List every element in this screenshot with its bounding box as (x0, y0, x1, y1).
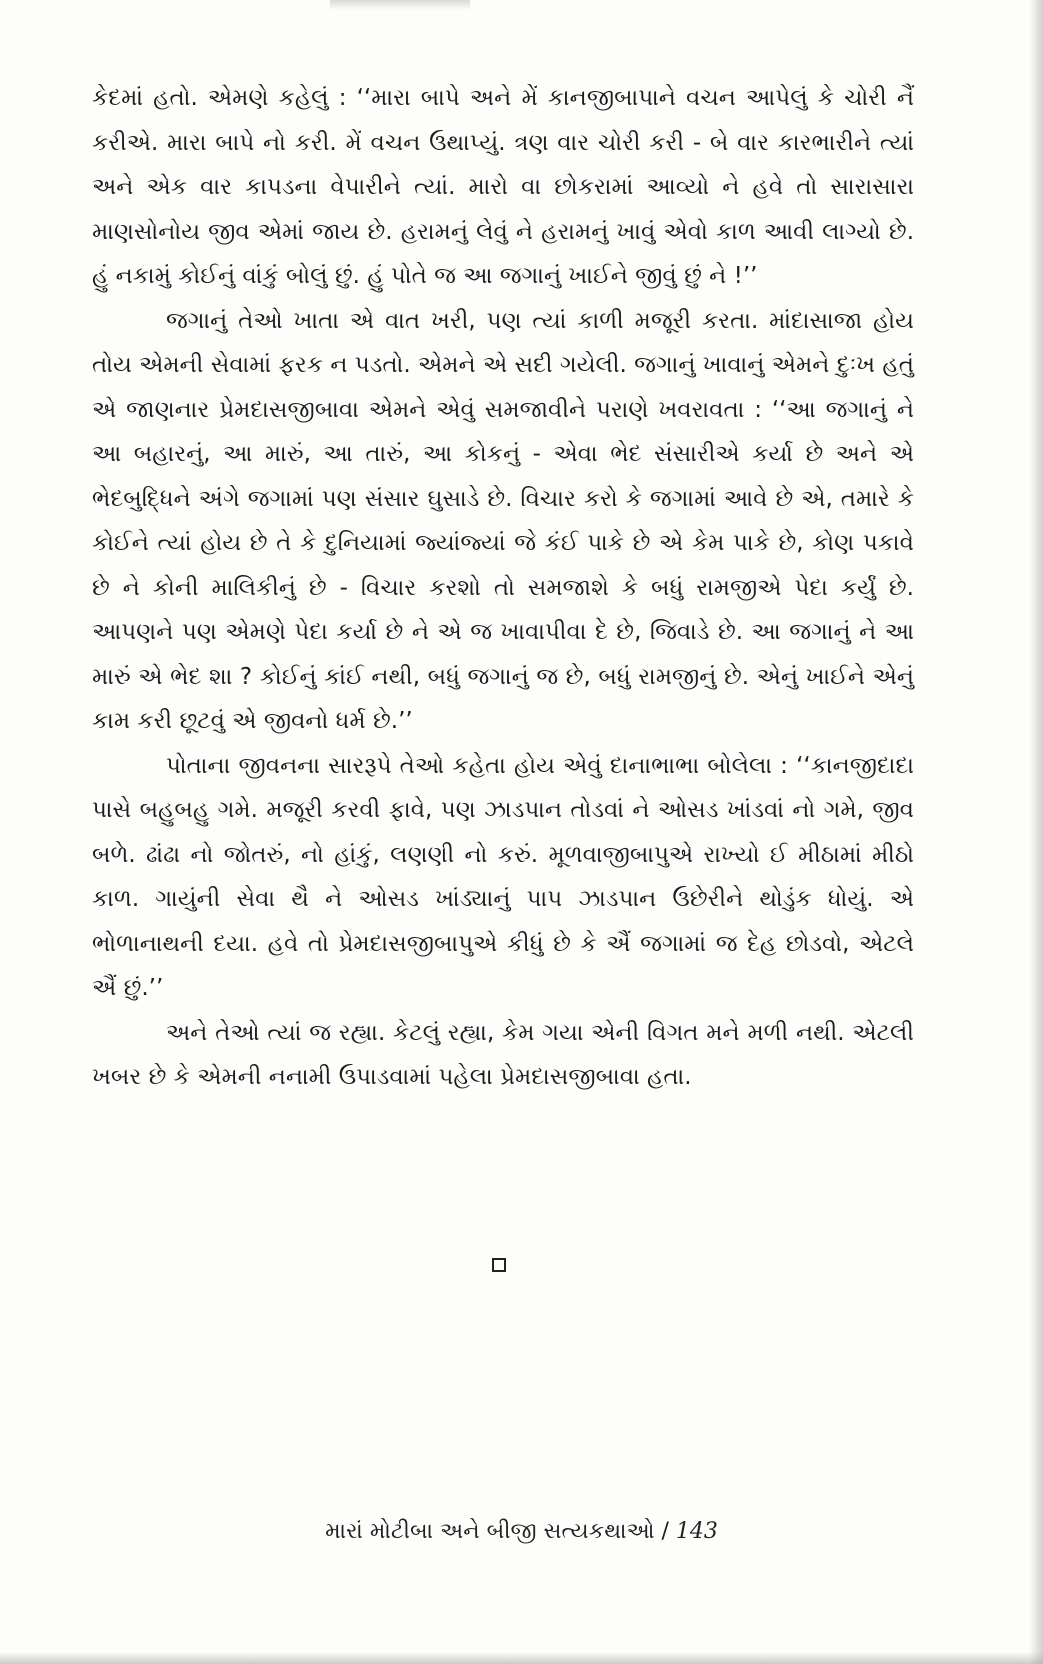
paragraph-continued: કેદમાં હતો. એમણે કહેલું : ‘‘મારા બાપે અને મેં કાનજીબાપાને વચન આપેલું કે ચોરી નૈં કરીએ. મારા બાપે નો કરી. મેં વચન ઉથાપ્યું. ત્રણ વાર ચોરી કરી - બે વાર કારભારીને ત્યાં અને એક વાર કાપડના વેપારીને ત્યાં. મારો વા છોકરામાં આવ્યો ને હવે તો સારાસારા માણસોનોય જીવ એમાં જાય છે. હરામનું લેવું ને હરામનું ખાવું એવો કાળ આવી લાગ્યો છે. હું નકામું કોઈનું વાંકું બોલું છું. હું પોતે જ આ જગાનું ખાઈને જીવું છું ને !’’ (92, 85, 914, 289)
page-number: 143 (675, 1519, 718, 1544)
scan-smudge (330, 0, 470, 10)
page-bottom-shadow (0, 1652, 1043, 1664)
paragraph: અને તેઓ ત્યાં જ રહ્યા. કેટલું રહ્યા, કેમ ગયા એની વિગત મને મળી નથી. એટલી ખબર છે કે એમની નનામી ઉપાડવામાં પહેલા પ્રેમદાસજીબાવા હતા. (92, 1019, 914, 1090)
page-footer (0, 1519, 1043, 1544)
footer-separator: / (654, 1519, 676, 1544)
paragraph: જગાનું તેઓ ખાતા એ વાત ખરી, પણ ત્યાં કાળી મજૂરી કરતા. માંદાસાજા હોય તોય એમની સેવામાં ફરક ન પડતો. એમને એ સદી ગયેલી. જગાનું ખાવાનું એમને દુઃખ હતું એ જાણનાર પ્રેમદાસજીબાવા એમને એવું સમજાવીને પરાણે ખવરાવતા : ‘‘આ જગાનું ને આ બહારનું, આ મારું, આ તારું, આ કોકનું - એવા ભેદ સંસારીએ કર્યા છે અને એ ભેદબુદ્ધિને અંગે જગામાં પણ સંસાર ઘુસાડે છે. વિચાર કરો કે જગામાં આવે છે એ, તમારે કે કોઈને ત્યાં હોય છે તે કે દુનિયામાં જ્યાંજ્યાં જે કંઈ પાકે છે એ કેમ પાકે છે, કોણ પકાવે છે ને કોની માલિકીનું છે - વિચાર કરશો તો સમજાશે કે બધું રામજીએ પેદા કર્યું છે. આપણને પણ એમણે પેદા કર્યા છે ને એ જ ખાવાપીવા દે છે, જિવાડે છે. આ જગાનું ને આ મારું એ ભેદ શા ? કોઈનું કાંઈ નથી, બધું જગાનું જ છે, બધું રામજીનું છે. એનું ખાઈને એનું કામ કરી છૂટવું એ જીવનો ધર્મ છે.’’ (92, 307, 914, 734)
paragraph: પોતાના જીવનના સારરૂપે તેઓ કહેતા હોય એવું દાનાભાભા બોલેલા : ‘‘કાનજીદાદા પાસે બહુબહુ ગમે. મજૂરી કરવી ફાવે, પણ ઝાડપાન તોડવાં ને ઓસડ ખાંડવાં નો ગમે, જીવ બળે. ઢાંઢા નો જોતરું, નો હાંકું, લણણી નો કરું. મૂળવાજીબાપુએ રાખ્યો ઈ મીઠામાં મીઠો કાળ. ગાયુંની સેવા થૈ ને ઓસડ ખાંડ્યાનું પાપ ઝાડપાન ઉછેરીને થોડુંક ધોયું. એ ભોળાનાથની દયા. હવે તો પ્રેમદાસજીબાપુએ કીધું છે કે ઐં જગામાં જ દેહ છોડવો, એટલે ઐં છું.’’ (92, 752, 914, 1001)
body-text (92, 76, 914, 1100)
section-end-square-icon (492, 1258, 506, 1272)
page-edge-shadow (1029, 0, 1043, 1664)
running-book-title: મારાં મોટીબા અને બીજી સત્યકથાઓ (325, 1519, 655, 1544)
